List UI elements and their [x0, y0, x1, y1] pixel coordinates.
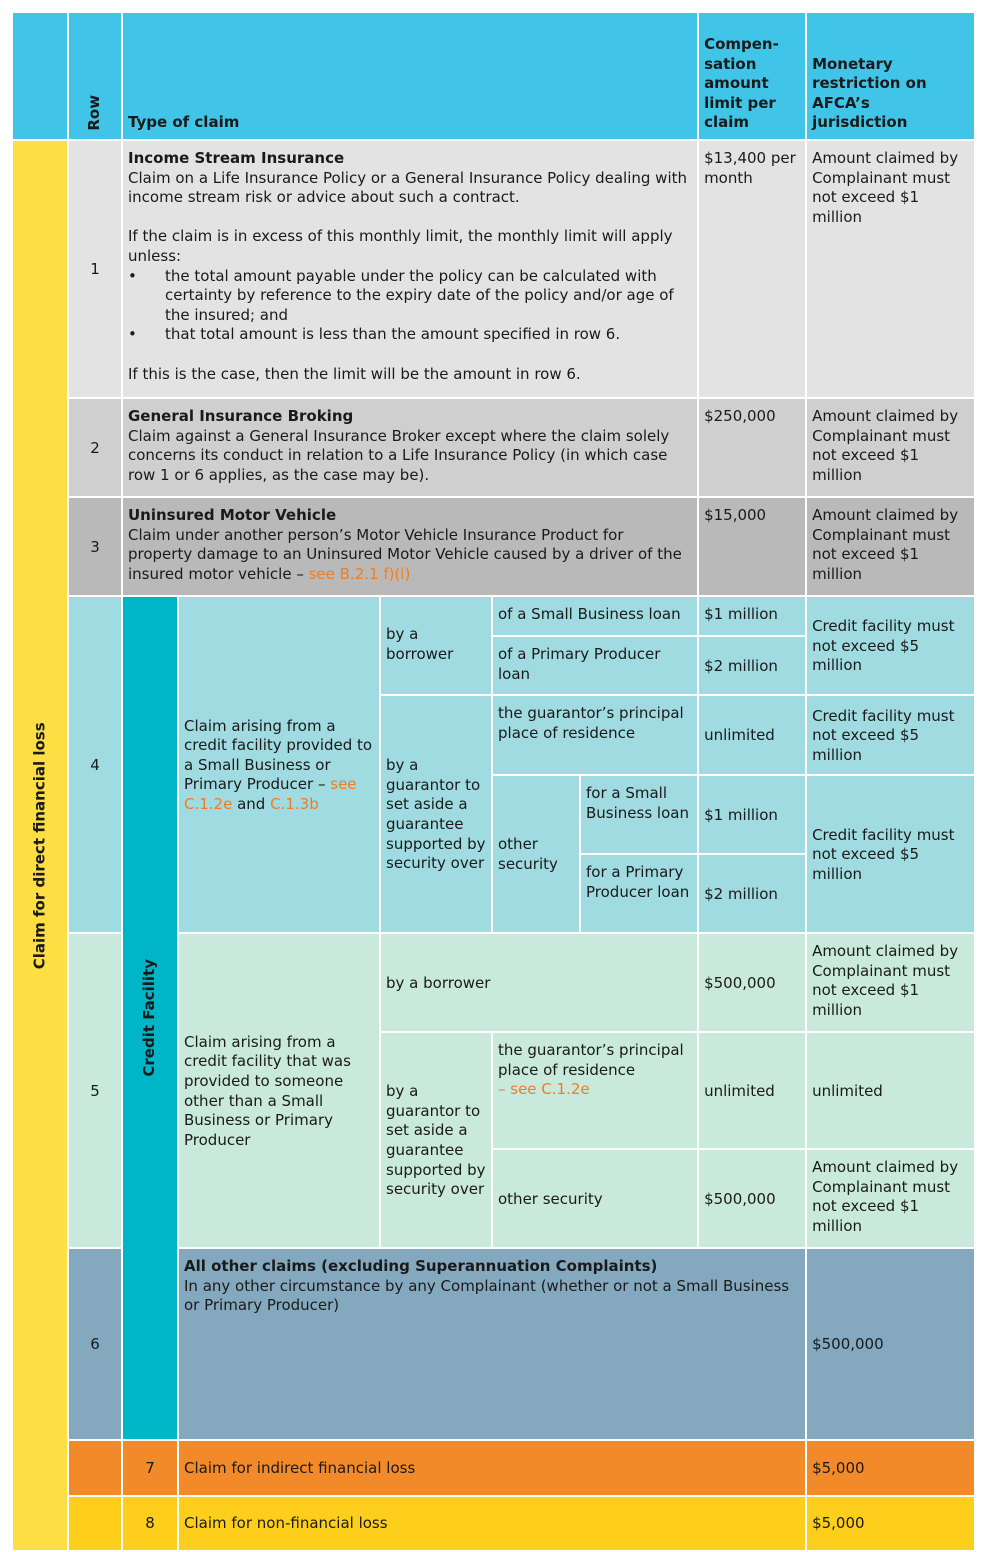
row-4-limit-other-sb: $1 million — [698, 775, 806, 854]
row-6-type — [178, 1248, 806, 1440]
row-number-3: 3 — [68, 497, 122, 596]
header-compensation-limit: Compen- sation amount limit per claim — [698, 12, 806, 140]
table-row-8 — [12, 1496, 975, 1551]
row-1-para3: If this is the case, then the limit will be the amount in row 6. — [128, 364, 581, 383]
row-5-by-guarantor: by a guarantor to set aside a guarantee supported by security over — [380, 1032, 492, 1248]
row-1-restriction: Amount claimed by Complainant must not exceed $1 million — [806, 140, 975, 398]
row-8-side-blank — [68, 1496, 122, 1551]
row-4-restriction-other: Credit facility must not exceed $5 million — [806, 775, 975, 933]
row-2-restriction: Amount claimed by Complainant must not exceed $1 million — [806, 398, 975, 497]
row-3-desc: Claim under another person’s Motor Vehicle Insurance Product for property damage to an Uninsured Motor Vehicle caused by a driver of the insured motor vehicle – — [128, 525, 682, 583]
row-4-for-small-business: for a Small Business loan — [580, 775, 698, 854]
row-5-desc: Claim arising from a credit facility that was provided to someone other than a Small Business or Primary Producer — [178, 933, 380, 1248]
header-blank-cell — [12, 12, 68, 140]
table-row-1 — [12, 140, 975, 398]
row-number-6: 6 — [68, 1248, 122, 1440]
row-4-link-1[interactable]: see C.1.2e — [184, 775, 357, 813]
row-3-type — [122, 497, 698, 596]
table-row-3 — [12, 497, 975, 596]
row-4-and: and — [232, 794, 271, 813]
row-1-para2: If the claim is in excess of this monthly limit, the monthly limit will apply unless: — [128, 227, 673, 265]
row-8-limit: $5,000 — [806, 1496, 975, 1551]
row-1-type — [122, 140, 698, 398]
row-4-restriction-residence: Credit facility must not exceed $5 million — [806, 695, 975, 775]
row-3-restriction: Amount claimed by Complainant must not exceed $1 million — [806, 497, 975, 596]
credit-facility-text: Credit Facility — [140, 959, 159, 1077]
row-4-desc-cell — [178, 596, 380, 933]
row-8-desc: Claim for non-financial loss — [178, 1496, 806, 1551]
row-4-primary-producer-loan: of a Primary Producer loan — [492, 636, 698, 695]
table-row-7 — [12, 1440, 975, 1495]
row-2-type — [122, 398, 698, 497]
row-4-by-borrower: by a borrower — [380, 596, 492, 695]
row-4-for-primary-producer: for a Primary Producer loan — [580, 854, 698, 933]
row-4-limit-residence: unlimited — [698, 695, 806, 775]
row-1-bullets — [128, 267, 692, 345]
row-5-principal-residence-cell — [492, 1032, 698, 1149]
header-monetary-restriction: Monetary restriction on AFCA’s jurisdiction — [806, 12, 975, 140]
header-row-cell — [68, 12, 122, 140]
row-2-limit: $250,000 — [698, 398, 806, 497]
row-4-restriction-borrower: Credit facility must not exceed $5 million — [806, 596, 975, 695]
row-4-limit-other-pp: $2 million — [698, 854, 806, 933]
row-number-1: 1 — [68, 140, 122, 398]
credit-facility-side-label — [122, 596, 178, 1440]
row-1-bullet-2: • that total amount is less than the amount specified in row 6. — [128, 325, 692, 345]
row-4-link-2[interactable]: C.1.3b — [270, 794, 319, 813]
row-1-desc: Claim on a Life Insurance Policy or a General Insurance Policy dealing with income stream risk or advice about such a contract. — [128, 168, 687, 207]
row-1-bullet-1: • the total amount payable under the policy can be calculated with certainty by reference to the expiry date of the policy and/or age of the insured; and — [128, 267, 692, 326]
row-4-desc: Claim arising from a credit facility provided to a Small Business or Primary Producer – — [184, 716, 373, 794]
row-number-2: 2 — [68, 398, 122, 497]
row-7-limit: $5,000 — [806, 1440, 975, 1495]
row-4-by-guarantor: by a guarantor to set aside a guarantee supported by security over — [380, 695, 492, 933]
row-2-desc: Claim against a General Insurance Broker except where the claim solely concerns its conduct in relation to a Life Insurance Policy (in which case row 1 or 6 applies, as the case may be). — [128, 426, 670, 484]
row-3-title: Uninsured Motor Vehicle — [128, 506, 337, 524]
row-5-restriction-other: Amount claimed by Complainant must not exceed $1 million — [806, 1149, 975, 1248]
row-number-7: 7 — [122, 1440, 178, 1495]
row-5-limit-residence: unlimited — [698, 1032, 806, 1149]
row-5-residence-link[interactable]: – see C.1.2e — [498, 1080, 590, 1099]
row-4-principal-residence: the guarantor’s principal place of residence — [492, 695, 698, 775]
row-5-by-borrower: by a borrower — [380, 933, 698, 1032]
row-5-other-security: other security — [492, 1149, 698, 1248]
row-2-title: General Insurance Broking — [128, 407, 354, 425]
row-5-restriction-residence: unlimited — [806, 1032, 975, 1149]
row-4-limit-sb: $1 million — [698, 596, 806, 636]
row-5-limit-borrower: $500,000 — [698, 933, 806, 1032]
table-row-2 — [12, 398, 975, 497]
row-6-title: All other claims (excluding Superannuation Complaints) — [184, 1257, 658, 1275]
row-3-link[interactable]: see B.2.1 f)(i) — [308, 564, 411, 583]
row-5-principal-residence: the guarantor’s principal place of residence — [498, 1041, 684, 1079]
row-3-desc-wrap — [128, 526, 692, 585]
row-6-desc: In any other circumstance by any Complainant (whether or not a Small Business or Primary Producer) — [184, 1276, 790, 1315]
side-label-text: Claim for direct financial loss — [30, 721, 49, 969]
row-number-8: 8 — [122, 1496, 178, 1551]
table-header-row — [12, 12, 975, 140]
claims-table-wrapper — [11, 11, 976, 1552]
row-7-side-blank — [68, 1440, 122, 1495]
direct-financial-loss-side-label — [12, 140, 68, 1551]
row-4-small-business-loan: of a Small Business loan — [492, 596, 698, 636]
row-5-limit-other: $500,000 — [698, 1149, 806, 1248]
table-row-4a — [12, 596, 975, 636]
header-type-of-claim: Type of claim — [122, 12, 698, 140]
row-3-limit: $15,000 — [698, 497, 806, 596]
header-row-label: Row — [85, 95, 104, 132]
row-5-restriction-borrower: Amount claimed by Complainant must not exceed $1 million — [806, 933, 975, 1032]
row-number-5: 5 — [68, 933, 122, 1248]
row-7-desc: Claim for indirect financial loss — [178, 1440, 806, 1495]
row-1-limit: $13,400 per month — [698, 140, 806, 398]
row-4-limit-pp: $2 million — [698, 636, 806, 695]
row-6-limit: $500,000 — [806, 1248, 975, 1440]
compensation-limits-table — [11, 11, 976, 1552]
row-number-4: 4 — [68, 596, 122, 933]
row-4-other-security: other security — [492, 775, 580, 933]
row-1-title: Income Stream Insurance — [128, 149, 345, 167]
